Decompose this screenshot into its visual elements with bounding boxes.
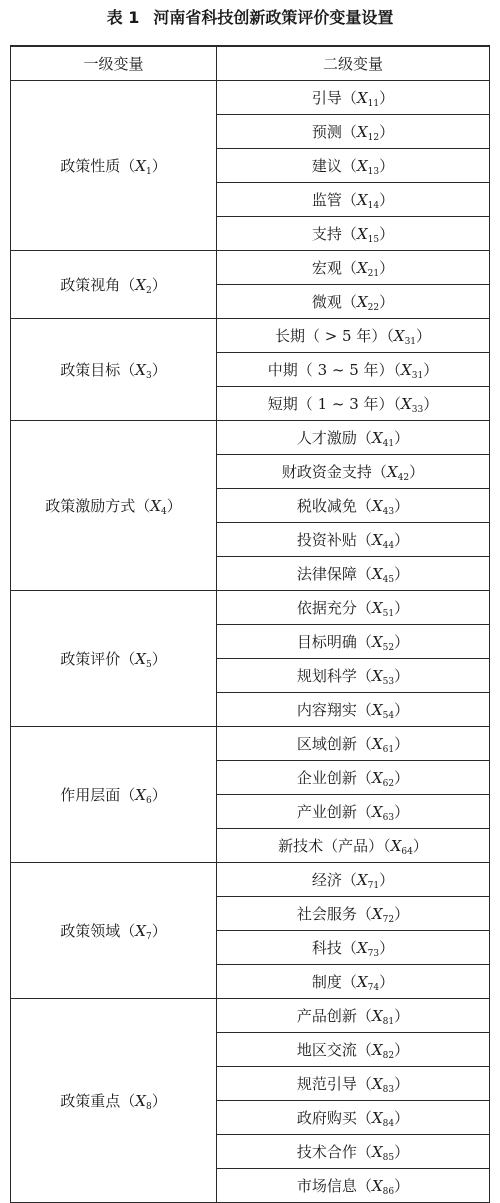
primary-variable-code: $(X_6)$	[120, 786, 167, 806]
secondary-variable-code: $(X_{12})$	[341, 123, 395, 143]
secondary-variable-code-subscript: 86	[382, 1187, 395, 1197]
secondary-variable-code: $(X_{82})$	[356, 1041, 410, 1061]
primary-variable-name: 政策评价	[60, 650, 121, 668]
secondary-variable-code-symbol: X	[356, 191, 368, 209]
table-row	[11, 81, 490, 115]
secondary-variable-code-subscript: 14	[367, 201, 380, 211]
secondary-variable-cell	[217, 217, 490, 251]
header-secondary: 二级变量	[217, 46, 490, 81]
secondary-variable-code-subscript: 85	[382, 1153, 395, 1163]
primary-variable-code-subscript: 3	[145, 371, 152, 381]
secondary-variable-name: 市场信息	[296, 1177, 357, 1195]
primary-variable-name: 作用层面	[60, 786, 121, 804]
secondary-variable-name: 产品创新	[296, 1007, 357, 1025]
secondary-variable-name: 中期（ 3 ~ 5 年）	[267, 361, 394, 379]
secondary-variable-code-symbol: X	[356, 293, 368, 311]
table-number: 表 1	[106, 8, 140, 27]
secondary-variable-code: $(X_{72})$	[356, 905, 410, 925]
secondary-variable-name: 引导	[311, 89, 342, 107]
secondary-variable-name: 新技术（产品）	[278, 837, 384, 855]
secondary-variable-code-subscript: 51	[382, 609, 395, 619]
secondary-variable-name: 法律保障	[296, 565, 357, 583]
primary-variable-code-symbol: X	[135, 157, 146, 175]
secondary-variable-name: 区域创新	[296, 735, 357, 753]
primary-variable-code-subscript: 2	[145, 286, 152, 296]
secondary-variable-name: 财政资金支持	[281, 463, 372, 481]
secondary-variable-code-symbol: X	[386, 463, 398, 481]
secondary-variable-cell	[217, 931, 490, 965]
secondary-variable-name: 支持	[311, 225, 342, 243]
secondary-variable-code: $(X_{86})$	[356, 1177, 410, 1197]
secondary-variable-code-subscript: 83	[382, 1085, 395, 1095]
primary-variable-code-symbol: X	[135, 276, 146, 294]
secondary-variable-code-symbol: X	[371, 735, 383, 753]
secondary-variable-code: $(X_{83})$	[356, 1075, 410, 1095]
secondary-variable-name: 建议	[311, 157, 342, 175]
secondary-variable-code-subscript: 72	[382, 915, 395, 925]
primary-variable-code: $(X_8)$	[120, 1092, 167, 1112]
secondary-variable-cell	[217, 387, 490, 421]
primary-variable-name: 政策重点	[60, 1092, 121, 1110]
secondary-variable-code: $(X_{31})$	[386, 327, 432, 347]
secondary-variable-code-symbol: X	[356, 123, 368, 141]
secondary-variable-code-symbol: X	[356, 259, 368, 277]
secondary-variable-cell	[217, 149, 490, 183]
header-row	[11, 46, 490, 81]
secondary-variable-cell	[217, 1033, 490, 1067]
secondary-variable-cell	[217, 489, 490, 523]
secondary-variable-name: 规划科学	[296, 667, 357, 685]
secondary-variable-name: 规范引导	[296, 1075, 357, 1093]
secondary-variable-code: $(X_{13})$	[341, 157, 395, 177]
secondary-variable-cell	[217, 353, 490, 387]
secondary-variable-cell	[217, 1135, 490, 1169]
table-caption	[0, 6, 500, 30]
primary-variable-code-symbol: X	[135, 786, 146, 804]
secondary-variable-name: 经济	[311, 871, 342, 889]
secondary-variable-code-subscript: 42	[397, 473, 410, 483]
secondary-variable-cell	[217, 557, 490, 591]
primary-variable-name: 政策视角	[60, 276, 121, 294]
secondary-variable-cell	[217, 319, 490, 353]
secondary-variable-cell	[217, 183, 490, 217]
secondary-variable-cell	[217, 659, 490, 693]
primary-variable-code: $(X_2)$	[120, 276, 167, 296]
primary-variable-code-symbol: X	[135, 1092, 146, 1110]
primary-variable-code-symbol: X	[135, 361, 146, 379]
table-row	[11, 863, 490, 897]
secondary-variable-cell	[217, 285, 490, 319]
secondary-variable-cell	[217, 1169, 490, 1203]
secondary-variable-code-symbol: X	[371, 599, 383, 617]
table-title: 河南省科技创新政策评价变量设置	[153, 8, 394, 27]
secondary-variable-code: $(X_{31})$	[393, 361, 439, 381]
secondary-variable-code: $(X_{62})$	[356, 769, 410, 789]
primary-variable-cell	[11, 727, 217, 863]
secondary-variable-code: $(X_{53})$	[356, 667, 410, 687]
table-row	[11, 999, 490, 1033]
primary-variable-cell	[11, 863, 217, 999]
secondary-variable-code-subscript: 22	[367, 303, 380, 313]
secondary-variable-code-symbol: X	[371, 633, 383, 651]
secondary-variable-code-symbol: X	[371, 1041, 383, 1059]
primary-variable-code-subscript: 5	[145, 660, 152, 670]
secondary-variable-code: $(X_{71})$	[341, 871, 395, 891]
primary-variable-code: $(X_3)$	[120, 361, 167, 381]
secondary-variable-code-symbol: X	[371, 905, 383, 923]
secondary-variable-code-subscript: 31	[404, 337, 417, 347]
secondary-variable-cell	[217, 115, 490, 149]
secondary-variable-code-symbol: X	[371, 769, 383, 787]
table-row	[11, 727, 490, 761]
secondary-variable-name: 依据充分	[296, 599, 357, 617]
secondary-variable-code-subscript: 64	[401, 847, 413, 857]
primary-variable-code: $(X_7)$	[120, 922, 167, 942]
primary-variable-code-subscript: 1	[145, 167, 152, 177]
table-row	[11, 591, 490, 625]
secondary-variable-code: $(X_{52})$	[356, 633, 410, 653]
secondary-variable-code-subscript: 15	[367, 235, 380, 245]
secondary-variable-code-subscript: 81	[382, 1017, 395, 1027]
secondary-variable-code-subscript: 45	[382, 575, 395, 585]
secondary-variable-code-subscript: 71	[367, 881, 380, 891]
primary-variable-code: $(X_4)$	[135, 497, 182, 517]
secondary-variable-code-subscript: 74	[367, 983, 380, 993]
secondary-variable-cell	[217, 965, 490, 999]
secondary-variable-code: $(X_{42})$	[371, 463, 425, 483]
secondary-variable-code-subscript: 43	[382, 507, 395, 517]
secondary-variable-name: 内容翔实	[296, 701, 357, 719]
primary-variable-cell	[11, 421, 217, 591]
secondary-variable-cell	[217, 761, 490, 795]
secondary-variable-name: 预测	[311, 123, 342, 141]
secondary-variable-cell	[217, 591, 490, 625]
secondary-variable-code-subscript: 84	[382, 1119, 395, 1129]
secondary-variable-code: $(X_{63})$	[356, 803, 410, 823]
secondary-variable-name: 制度	[311, 973, 342, 991]
secondary-variable-code-subscript: 52	[382, 643, 395, 653]
secondary-variable-code: $(X_{21})$	[341, 259, 395, 279]
secondary-variable-code: $(X_{33})$	[393, 395, 439, 415]
primary-variable-cell	[11, 999, 217, 1203]
secondary-variable-code-subscript: 61	[382, 745, 395, 755]
primary-variable-code: $(X_5)$	[120, 650, 167, 670]
table-row	[11, 421, 490, 455]
secondary-variable-code: $(X_{64})$	[383, 837, 428, 857]
primary-variable-cell	[11, 251, 217, 319]
secondary-variable-code: $(X_{14})$	[341, 191, 395, 211]
secondary-variable-name: 微观	[311, 293, 342, 311]
secondary-variable-code-subscript: 41	[382, 439, 395, 449]
primary-variable-code-subscript: 7	[145, 932, 152, 942]
secondary-variable-cell	[217, 897, 490, 931]
secondary-variable-code-symbol: X	[356, 157, 368, 175]
secondary-variable-name: 人才激励	[296, 429, 357, 447]
secondary-variable-code-symbol: X	[371, 497, 383, 515]
secondary-variable-code: $(X_{44})$	[356, 531, 410, 551]
secondary-variable-code: $(X_{54})$	[356, 701, 410, 721]
secondary-variable-name: 社会服务	[296, 905, 357, 923]
table-row	[11, 251, 490, 285]
secondary-variable-code-subscript: 21	[367, 269, 380, 279]
secondary-variable-code: $(X_{61})$	[356, 735, 410, 755]
secondary-variable-code: $(X_{73})$	[341, 939, 395, 959]
primary-variable-code-subscript: 8	[145, 1102, 152, 1112]
secondary-variable-cell	[217, 455, 490, 489]
secondary-variable-code-symbol: X	[371, 1109, 383, 1127]
secondary-variable-name: 地区交流	[296, 1041, 357, 1059]
secondary-variable-code-symbol: X	[371, 1075, 383, 1093]
secondary-variable-code-subscript: 82	[382, 1051, 395, 1061]
secondary-variable-code: $(X_{41})$	[356, 429, 410, 449]
secondary-variable-code-subscript: 12	[367, 133, 380, 143]
variable-table	[10, 45, 490, 1203]
secondary-variable-code-symbol: X	[371, 803, 383, 821]
secondary-variable-cell	[217, 863, 490, 897]
secondary-variable-cell	[217, 251, 490, 285]
header-primary: 一级变量	[11, 46, 217, 81]
secondary-variable-code: $(X_{11})$	[341, 89, 395, 109]
secondary-variable-code-subscript: 73	[367, 949, 380, 959]
secondary-variable-code-subscript: 33	[411, 405, 424, 415]
secondary-variable-cell	[217, 693, 490, 727]
primary-variable-cell	[11, 81, 217, 251]
secondary-variable-code-subscript: 54	[382, 711, 395, 721]
secondary-variable-code-symbol: X	[401, 361, 412, 379]
secondary-variable-code-subscript: 31	[411, 371, 424, 381]
secondary-variable-code: $(X_{74})$	[341, 973, 395, 993]
secondary-variable-code-symbol: X	[356, 89, 368, 107]
secondary-variable-code-symbol: X	[356, 973, 368, 991]
secondary-variable-cell	[217, 81, 490, 115]
secondary-variable-cell	[217, 1101, 490, 1135]
primary-variable-name: 政策目标	[60, 361, 121, 379]
secondary-variable-cell	[217, 1067, 490, 1101]
secondary-variable-code-symbol: X	[371, 565, 383, 583]
secondary-variable-code-symbol: X	[371, 1143, 383, 1161]
secondary-variable-code-symbol: X	[393, 327, 405, 345]
secondary-variable-cell	[217, 625, 490, 659]
secondary-variable-code-subscript: 62	[382, 779, 395, 789]
secondary-variable-cell	[217, 795, 490, 829]
secondary-variable-name: 监管	[311, 191, 342, 209]
secondary-variable-code-symbol: X	[371, 531, 383, 549]
secondary-variable-name: 短期（ 1 ~ 3 年）	[267, 395, 394, 413]
secondary-variable-code: $(X_{22})$	[341, 293, 395, 313]
secondary-variable-code-symbol: X	[401, 395, 412, 413]
secondary-variable-code: $(X_{43})$	[356, 497, 410, 517]
secondary-variable-name: 技术合作	[296, 1143, 357, 1161]
secondary-variable-name: 宏观	[311, 259, 342, 277]
table-row	[11, 319, 490, 353]
secondary-variable-code-subscript: 13	[367, 167, 380, 177]
primary-variable-name: 政策激励方式	[45, 497, 136, 515]
secondary-variable-code: $(X_{15})$	[341, 225, 395, 245]
secondary-variable-code-subscript: 63	[382, 813, 395, 823]
secondary-variable-code-symbol: X	[356, 225, 368, 243]
secondary-variable-code-symbol: X	[356, 939, 368, 957]
secondary-variable-cell	[217, 829, 490, 863]
primary-variable-name: 政策性质	[60, 157, 121, 175]
secondary-variable-code-subscript: 53	[382, 677, 395, 687]
secondary-variable-name: 税收减免	[296, 497, 357, 515]
secondary-variable-code-symbol: X	[371, 701, 383, 719]
primary-variable-cell	[11, 591, 217, 727]
secondary-variable-code-subscript: 11	[367, 99, 380, 109]
secondary-variable-cell	[217, 523, 490, 557]
primary-variable-code-symbol: X	[135, 650, 146, 668]
secondary-variable-code-subscript: 44	[382, 541, 395, 551]
primary-variable-name: 政策领域	[60, 922, 121, 940]
primary-variable-code-symbol: X	[150, 497, 161, 515]
secondary-variable-code: $(X_{85})$	[356, 1143, 410, 1163]
secondary-variable-name: 目标明确	[296, 633, 357, 651]
secondary-variable-code-symbol: X	[371, 1007, 383, 1025]
primary-variable-cell	[11, 319, 217, 421]
secondary-variable-cell	[217, 999, 490, 1033]
secondary-variable-cell	[217, 727, 490, 761]
primary-variable-code-symbol: X	[135, 922, 146, 940]
secondary-variable-name: 投资补贴	[296, 531, 357, 549]
secondary-variable-code-symbol: X	[371, 1177, 383, 1195]
secondary-variable-code: $(X_{81})$	[356, 1007, 410, 1027]
secondary-variable-code-symbol: X	[371, 429, 383, 447]
secondary-variable-code: $(X_{84})$	[356, 1109, 410, 1129]
secondary-variable-name: 长期（ > 5 年）	[274, 327, 387, 345]
secondary-variable-code: $(X_{51})$	[356, 599, 410, 619]
secondary-variable-code-symbol: X	[356, 871, 368, 889]
secondary-variable-name: 政府购买	[296, 1109, 357, 1127]
primary-variable-code: $(X_1)$	[120, 157, 167, 177]
primary-variable-code-subscript: 6	[145, 796, 152, 806]
secondary-variable-name: 产业创新	[296, 803, 357, 821]
secondary-variable-code: $(X_{45})$	[356, 565, 410, 585]
secondary-variable-name: 科技	[311, 939, 342, 957]
secondary-variable-name: 企业创新	[296, 769, 357, 787]
secondary-variable-code-symbol: X	[390, 837, 402, 855]
secondary-variable-cell	[217, 421, 490, 455]
table-body	[11, 81, 490, 1203]
primary-variable-code-subscript: 4	[160, 507, 167, 517]
secondary-variable-code-symbol: X	[371, 667, 383, 685]
